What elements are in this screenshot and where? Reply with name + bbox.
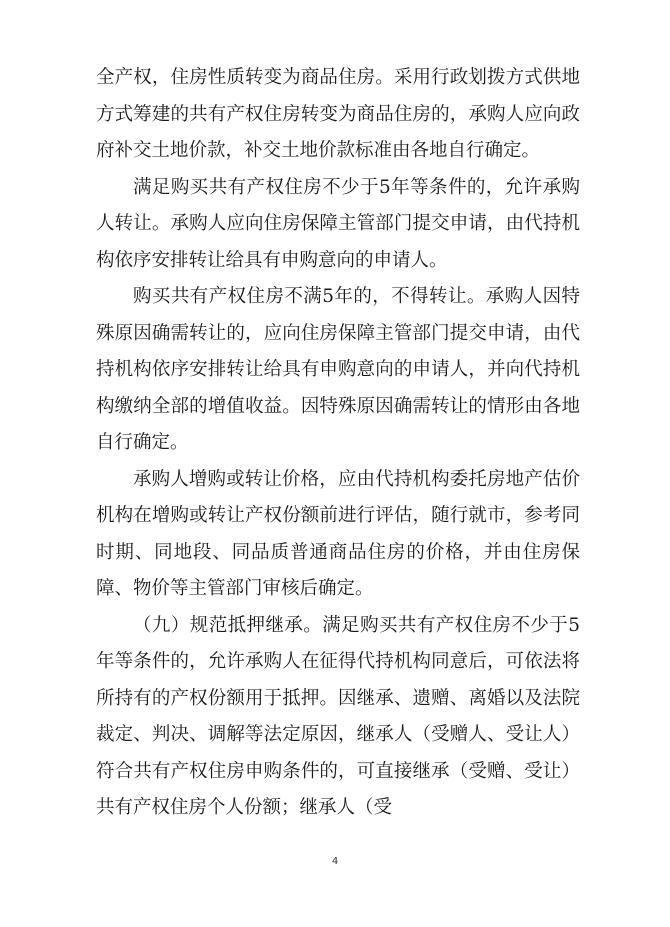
- paragraph-mortgage-inheritance: （九）规范抵押继承。满足购买共有产权住房不少于5年等条件的，允许承购人在征得代持机构同意后，可依法将所持有的产权份额用于抵押。因继承、遗赠、离婚以及法院裁定、判决、调解等法定原因，继承人（受赠人、受让人）符合共有产权住房申购条件的，可直接继承（受赠、受让）共有产权住房个人份额；继承人（受: [96, 614, 580, 818]
- paragraph-transfer-after-5-years: 满足购买共有产权住房不少于5年等条件的，允许承购人转让。承购人应向住房保障主管部门提交申请，由代持机构依序安排转让给具有申购意向的申请人。: [96, 176, 580, 271]
- paragraph-pricing: 承购人增购或转让价格，应由代持机构委托房地产估价机构在增购或转让产权份额前进行评估，随行就市，参考同时期、同地段、同品质普通商品住房的价格，并由住房保障、物价等主管部门审核后确定。: [96, 468, 580, 599]
- paragraph-transfer-under-5-years: 购买共有产权住房不满5年的，不得转让。承购人因特殊原因确需转让的，应向住房保障主管部门提交申请，由代持机构依序安排转让给具有申购意向的申请人，并向代持机构缴纳全部的增值收益。因特殊原因确需转让的情形由各地自行确定。: [96, 286, 580, 453]
- document-body: [96, 60, 580, 827]
- page-number: 4: [331, 856, 339, 867]
- paragraph-continued: 全产权，住房性质转变为商品住房。采用行政划拨方式供地方式筹建的共有产权住房转变为商品住房的，承购人应向政府补交土地价款，补交土地价款标准由各地自行确定。: [96, 67, 580, 161]
